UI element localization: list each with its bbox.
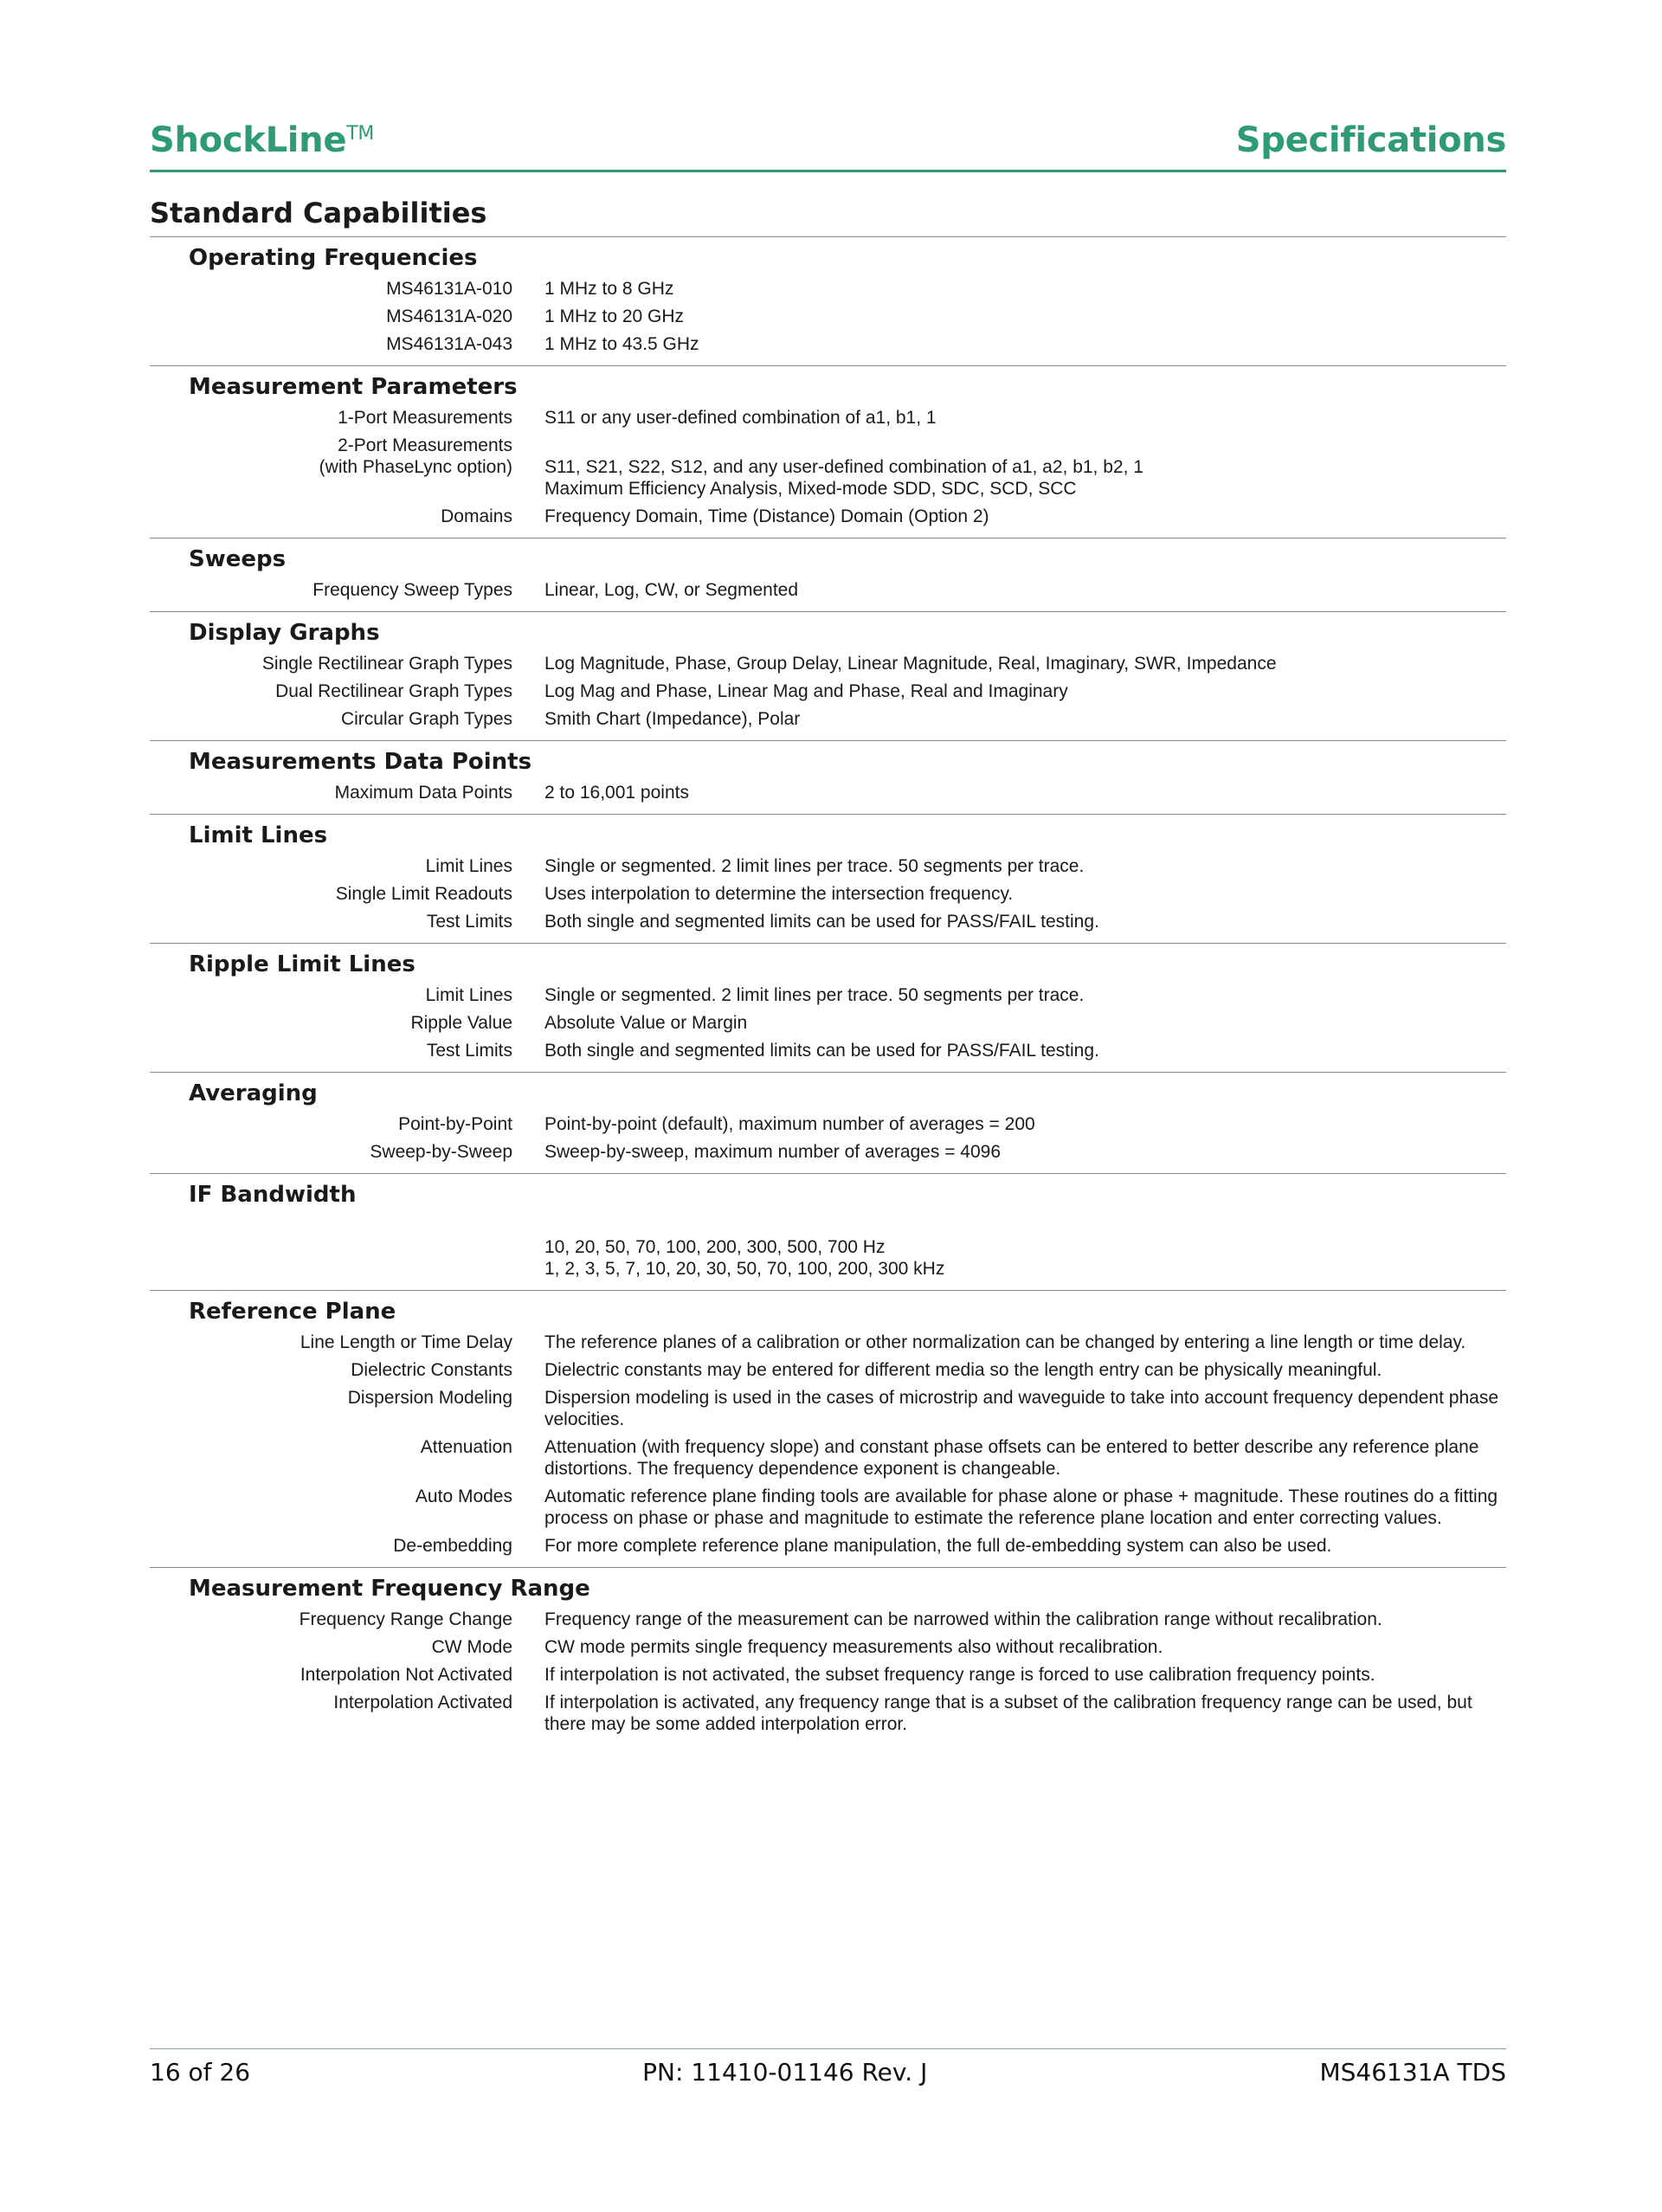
spec-value: Single or segmented. 2 limit lines per trace. 50 segments per trace. [544,985,1085,1005]
spec-label: Limit Lines [425,856,512,876]
section-title: Standard Capabilities [150,197,487,229]
spec-group-title: Measurement Parameters [189,374,518,400]
spec-label: Dual Rectilinear Graph Types [275,681,512,701]
spec-label: Circular Graph Types [340,709,512,729]
spec-row [150,653,1506,674]
spec-row [150,435,1506,500]
spec-label: Interpolation Not Activated [300,1665,512,1685]
spec-value: Frequency Domain, Time (Distance) Domain (Option 2) [544,506,989,526]
spec-row [150,984,1506,1006]
spec-label: De-embedding [393,1536,512,1556]
spec-group [150,1567,1506,1745]
spec-row [150,1012,1506,1034]
spec-label: CW Mode [431,1637,512,1657]
spec-row [150,306,1506,327]
spec-label: Dielectric Constants [351,1360,512,1380]
spec-group [150,1072,1506,1173]
spec-label: Dispersion Modeling [347,1388,512,1408]
spec-value: Automatic reference plane finding tools are available for phase alone or phase + magnitude. These routines do a fitting process on phase or phase and magnitude to estimate the reference plane location and enter correcting values. [544,1486,1498,1528]
spec-row [150,1486,1506,1529]
spec-value: 1 MHz to 20 GHz [544,306,685,326]
spec-row [150,1141,1506,1163]
spec-value: Smith Chart (Impedance), Polar [544,709,801,729]
page-footer [150,2048,1506,2086]
spec-group-title: Measurement Frequency Range [189,1576,590,1602]
spec-label: Domains [441,506,512,526]
spec-value: Sweep-by-sweep, maximum number of averages = 4096 [544,1142,1002,1162]
spec-label: Point-by-Point [398,1114,512,1134]
part-number: PN: 11410-01146 Rev. J [642,2058,928,2086]
spec-row [150,1535,1506,1557]
spec-label: MS46131A-043 [386,334,512,354]
spec-group [150,1290,1506,1567]
spec-value: CW mode permits single frequency measurements also without recalibration. [544,1637,1163,1657]
spec-group [150,538,1506,611]
brand-title: ShockLine™ [150,120,375,160]
spec-group [150,611,1506,740]
spec-label: Interpolation Activated [333,1693,512,1712]
spec-row [150,708,1506,730]
spec-label: Frequency Sweep Types [312,580,512,600]
spec-row [150,1664,1506,1686]
spec-label: Sweep-by-Sweep [370,1142,512,1162]
spec-row [150,278,1506,300]
spec-value: Single or segmented. 2 limit lines per trace. 50 segments per trace. [544,856,1085,876]
spec-label: Limit Lines [425,985,512,1005]
spec-group [150,1173,1506,1290]
spec-value: The reference planes of a calibration or other normalization can be changed by entering a line length or time delay. [544,1332,1466,1352]
spec-row [150,855,1506,877]
header-rule [150,170,1506,172]
spec-row [150,1387,1506,1430]
spec-group [150,814,1506,943]
spec-group-title: Averaging [189,1080,318,1106]
spec-value: 2 to 16,001 points [544,783,689,803]
spec-row [150,1609,1506,1630]
spec-row [150,680,1506,702]
doc-section-title: Specifications [1235,120,1506,160]
spec-value: If interpolation is activated, any frequency range that is a subset of the calibration frequency range can be used, but there may be some added interpolation error. [544,1693,1472,1734]
spec-row [150,333,1506,355]
spec-label: 1-Port Measurements [338,408,512,428]
spec-row [150,911,1506,932]
page-number: 16 of 26 [150,2058,251,2086]
spec-row [150,1113,1506,1135]
spec-value: Absolute Value or Margin [544,1013,748,1033]
spec-value: If interpolation is not activated, the subset frequency range is forced to use calibration frequency points. [544,1665,1375,1685]
spec-group-title: Operating Frequencies [189,245,478,271]
spec-group [150,236,1506,365]
spec-value: Frequency range of the measurement can be narrowed within the calibration range without recalibration. [544,1609,1382,1629]
spec-group-title: Reference Plane [189,1299,396,1325]
spec-group [150,943,1506,1072]
spec-value: Both single and segmented limits can be used for PASS/FAIL testing. [544,912,1099,932]
trademark-mark: TM [346,123,375,145]
spec-label: Test Limits [426,1041,512,1061]
spec-value: Log Mag and Phase, Linear Mag and Phase, Real and Imaginary [544,681,1068,701]
spec-value: Dielectric constants may be entered for different media so the length entry can be physically meaningful. [544,1360,1382,1380]
spec-label: MS46131A-020 [386,306,512,326]
spec-row [150,782,1506,803]
spec-row [150,407,1506,429]
spec-page [150,102,1506,1745]
spec-label [150,1215,544,1280]
spec-row [150,883,1506,905]
page-header [150,102,1506,158]
spec-value: For more complete reference plane manipulation, the full de-embedding system can also be used. [544,1536,1332,1556]
spec-value: 1 MHz to 8 GHz [544,279,674,299]
spec-value: Attenuation (with frequency slope) and constant phase offsets can be entered to better describe any reference plane distortions. The frequency dependence exponent is changeable. [544,1437,1479,1479]
spec-group-title: IF Bandwidth [189,1182,357,1208]
spec-label: Attenuation [420,1437,512,1457]
spec-group-title: Sweeps [189,546,287,572]
spec-label: Test Limits [426,912,512,932]
spec-group [150,740,1506,814]
spec-value: Point-by-point (default), maximum number of averages = 200 [544,1114,1035,1134]
spec-value: 1 MHz to 43.5 GHz [544,334,699,354]
spec-table [150,236,1506,1745]
spec-row [150,1436,1506,1480]
spec-group [150,365,1506,538]
spec-row [150,1332,1506,1353]
spec-group-title: Measurements Data Points [189,749,532,775]
spec-value: Log Magnitude, Phase, Group Delay, Linear Magnitude, Real, Imaginary, SWR, Impedance [544,654,1277,674]
spec-group-title: Limit Lines [189,822,328,848]
spec-value: S11, S21, S22, S12, and any user-defined combination of a1, a2, b1, b2, 1 Maximum Efficiency Analysis, Mixed-mode SDD, SDC, SCD, SCC [544,457,1143,499]
spec-row [150,579,1506,601]
spec-value: Dispersion modeling is used in the cases of microstrip and waveguide to take into account frequency dependent phase velocities. [544,1388,1498,1429]
spec-label: Frequency Range Change [299,1609,512,1629]
spec-label: Ripple Value [410,1013,512,1033]
doc-id: MS46131A TDS [1319,2058,1506,2086]
spec-row [150,506,1506,527]
spec-value: Uses interpolation to determine the intersection frequency. [544,884,1014,904]
spec-label: MS46131A-010 [386,279,512,299]
spec-value: Linear, Log, CW, or Segmented [544,580,799,600]
spec-row [150,1359,1506,1381]
spec-row [150,1636,1506,1658]
spec-value: 10, 20, 50, 70, 100, 200, 300, 500, 700 Hz 1, 2, 3, 5, 7, 10, 20, 30, 50, 70, 100, 200, 300 kHz [544,1237,945,1279]
spec-group-title: Ripple Limit Lines [189,951,416,977]
spec-value: S11 or any user-defined combination of a1, b1, 1 [544,408,937,428]
spec-label: Single Rectilinear Graph Types [261,654,512,674]
spec-label: 2-Port Measurements (with PhaseLync option) [319,435,512,477]
spec-label: Maximum Data Points [334,783,512,803]
spec-row [150,1692,1506,1735]
spec-label: Auto Modes [415,1486,512,1506]
spec-label: Single Limit Readouts [335,884,512,904]
spec-label: Line Length or Time Delay [300,1332,512,1352]
spec-value: Both single and segmented limits can be used for PASS/FAIL testing. [544,1041,1099,1061]
spec-group-title: Display Graphs [189,620,380,646]
spec-row [150,1040,1506,1061]
spec-row [150,1215,1506,1280]
